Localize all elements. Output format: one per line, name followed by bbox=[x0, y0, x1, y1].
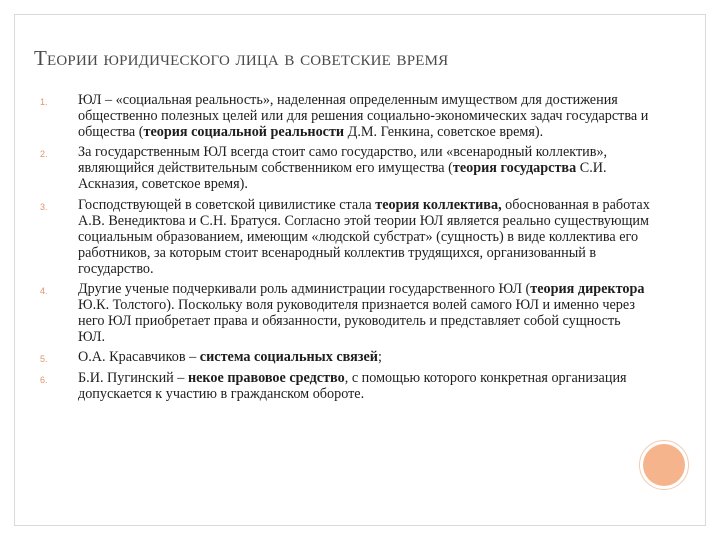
theory-name: теория директора bbox=[530, 281, 645, 298]
list-item-text: ; bbox=[377, 349, 382, 366]
list-item bbox=[40, 144, 650, 192]
list-item bbox=[40, 92, 650, 140]
list-item-number: 5. bbox=[40, 354, 48, 365]
list-item bbox=[40, 349, 650, 365]
list-item bbox=[40, 281, 650, 345]
theory-list bbox=[40, 92, 650, 406]
theory-name: теория государства bbox=[452, 160, 577, 177]
decorative-circle bbox=[643, 444, 685, 486]
list-item-text: Д.М. Генкина, советское время). bbox=[344, 124, 544, 141]
list-item-text: ЮЛ – «социальная реальность», наделенная определенным имуществом для достижения общественно полезных целей или для решения социально-экономических задач государства и общества ( bbox=[78, 92, 649, 141]
theory-name: система социальных связей bbox=[199, 349, 378, 366]
list-item-text: С.И. Аскназия, советское время). bbox=[78, 160, 607, 193]
list-item-number: 1. bbox=[40, 97, 48, 107]
theory-name: теория коллектива, bbox=[375, 196, 502, 213]
list-item-number: 4. bbox=[40, 286, 48, 297]
theory-name: некое правовое средство bbox=[187, 369, 345, 386]
list-item-text: Б.И. Пугинский – bbox=[78, 369, 188, 386]
theory-name: теория социальной реальности bbox=[143, 124, 345, 141]
list-item-text: О.А. Красавчиков – bbox=[78, 349, 200, 366]
list-item-text: обоснованная в работах А.В. Венедиктова и С.Н. Братуся. Согласно этой теории ЮЛ является реально существующим социальным образованием, имеющим «людской субстрат» (сущность) в виде коллектива его работников, за которым стоит всенародный коллектив трудящихся, организованный в государство. bbox=[78, 196, 650, 277]
list-item bbox=[40, 197, 650, 277]
slide-title: Теории юридического лица в советские время bbox=[34, 46, 449, 70]
list-item-text: Ю.К. Толстого). Поскольку воля руководителя признается волей самого ЮЛ и именно через него ЮЛ приобретает права и обязанности, руководитель и представляет собой сущность ЮЛ. bbox=[78, 297, 635, 346]
list-item-number: 6. bbox=[40, 374, 48, 385]
list-item-text: , с помощью которого конкретная организация допускается к участию в гражданском обороте. bbox=[78, 369, 627, 402]
list-item-text: Господствующей в советской цивилистике стала bbox=[78, 196, 376, 213]
list-item-number: 3. bbox=[40, 201, 48, 212]
list-item-text: Другие ученые подчеркивали роль администрации государственного ЮЛ ( bbox=[78, 281, 531, 298]
list-item-number: 2. bbox=[40, 149, 48, 160]
list-item bbox=[40, 370, 650, 402]
list-item-text: За государственным ЮЛ всегда стоит само государство, или «всенародный коллектив», являющийся действительным собственником его имущества ( bbox=[78, 144, 608, 177]
